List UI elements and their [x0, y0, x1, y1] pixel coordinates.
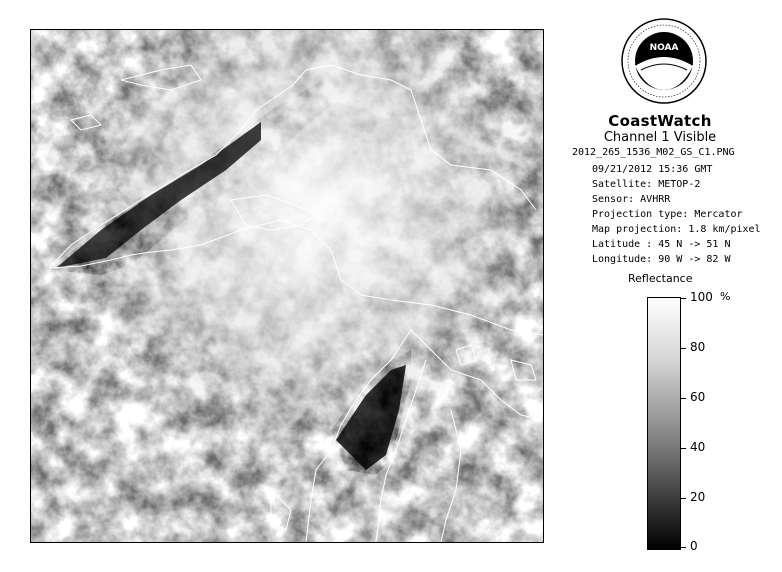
colorbar-tick [680, 498, 686, 499]
colorbar-tick-label: 60 [690, 390, 706, 404]
info-panel [560, 0, 782, 572]
satellite-image-svg [31, 30, 543, 542]
map-projection-text: Map projection: 1.8 km/pixel [592, 224, 761, 235]
datetime-text: 09/21/2012 15:36 GMT [592, 164, 713, 175]
colorbar-tick [680, 298, 686, 299]
colorbar-tick [680, 448, 686, 449]
latitude-text: Latitude : 45 N -> 51 N [592, 239, 731, 250]
satellite-text: Satellite: METOP-2 [592, 179, 701, 190]
projection-type-text: Projection type: Mercator [592, 209, 743, 220]
satellite-image[interactable] [30, 29, 544, 543]
colorbar-tick [680, 348, 686, 349]
colorbar-tick [680, 398, 686, 399]
file-name: 2012_265_1536_M02_GS_C1.PNG [572, 147, 735, 158]
noaa-logo [621, 18, 707, 104]
noaa-logo-svg [621, 18, 707, 104]
colorbar [647, 297, 681, 550]
colorbar-unit: % [720, 290, 731, 303]
colorbar-tick-label: 0 [690, 539, 698, 553]
cloud-fine-texture [31, 30, 543, 542]
colorbar-tick-label: 80 [690, 340, 706, 354]
colorbar-label: Reflectance [628, 272, 693, 285]
colorbar-tick-label: 40 [690, 440, 706, 454]
brand-title: CoastWatch [608, 112, 712, 130]
colorbar-tick-label: 20 [690, 490, 706, 504]
colorbar-tick-label: 100 [690, 290, 713, 304]
logo-text: NOAA [649, 43, 679, 53]
channel-label: Channel 1 Visible [603, 130, 717, 145]
sensor-text: Sensor: AVHRR [592, 194, 671, 205]
colorbar-tick [680, 547, 686, 548]
longitude-text: Longitude: 90 W -> 82 W [592, 254, 731, 265]
